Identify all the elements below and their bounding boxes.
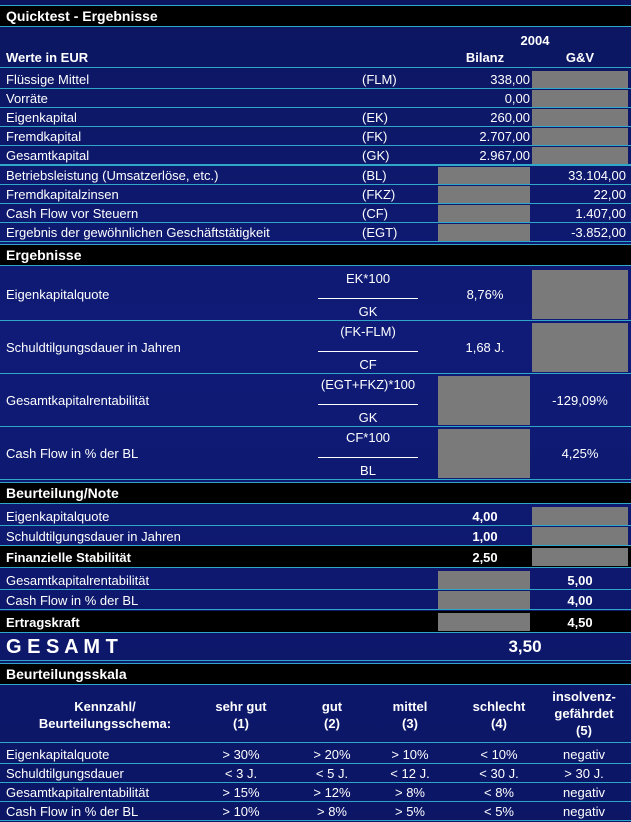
skala-row-value: < 3 J.: [224, 766, 258, 781]
werte-guv-value: 1.407,00: [575, 206, 626, 221]
gray-cell: [532, 147, 628, 164]
skala-row-value: negativ: [563, 785, 605, 800]
werte-label: Gesamtkapital: [6, 148, 90, 163]
werte-label: Vorräte: [6, 91, 48, 106]
ergebnis-bilanz-value: 8,76%: [466, 287, 504, 302]
werte-label: Ergebnis der gewöhnlichen Geschäftstätigkeit: [6, 225, 270, 240]
skala-row-value: negativ: [563, 747, 605, 762]
gesamt-row: [0, 635, 631, 661]
skala-col-grade: gefährdet: [554, 706, 614, 721]
gray-cell: [438, 186, 530, 203]
skala-row-value: > 20%: [313, 747, 351, 762]
gray-cell: [532, 270, 628, 319]
ergebnis-bilanz-value: 1,68 J.: [465, 340, 505, 355]
werte-abbr: (EK): [362, 110, 388, 125]
werte-bilanz-value: 0,00: [504, 91, 530, 106]
gray-cell: [532, 527, 628, 545]
title-bar: [0, 5, 631, 27]
gray-cell: [438, 167, 530, 184]
werte-guv-value: -3.852,00: [571, 225, 626, 240]
werte-abbr: (BL): [362, 168, 387, 183]
beurteilung-value: 4,00: [567, 593, 593, 608]
formula-numerator: (EGT+FKZ)*100: [320, 377, 416, 392]
skala-row-value: < 10%: [480, 747, 518, 762]
skala-col-grade-number: (5): [576, 723, 592, 738]
ergebnis-row: [0, 268, 631, 321]
formula-numerator: CF*100: [345, 430, 391, 445]
skala-row-value: > 8%: [317, 804, 347, 819]
col-bilanz-header: Bilanz: [465, 50, 505, 65]
fraction-line: [318, 298, 418, 299]
werte-row: [0, 108, 631, 127]
ergebnis-row: [0, 374, 631, 427]
formula-numerator: (FK-FLM): [340, 324, 396, 339]
skala-row-value: > 30 J.: [564, 766, 604, 781]
skala-row-label: Gesamtkapitalrentabilität: [6, 785, 150, 800]
formula-denominator: CF: [359, 357, 377, 372]
gesamt-value: 3,50: [508, 637, 542, 656]
beurteilung-row-std: [0, 526, 631, 546]
skala-col-label: gut: [321, 699, 343, 714]
werte-row: [0, 166, 631, 185]
skala-header-row: [0, 687, 631, 743]
gray-cell: [532, 548, 628, 566]
ertragskraft-value: 4,50: [567, 615, 593, 630]
skala-row-value: negativ: [563, 804, 605, 819]
formula-denominator: GK: [358, 304, 378, 319]
skala-col-label: mittel: [392, 699, 428, 714]
ertragskraft-row: [0, 611, 631, 633]
fraction-line: [318, 404, 418, 405]
werte-bilanz-value: 260,00: [490, 110, 530, 125]
skala-row: [0, 802, 631, 821]
skala-row-value: > 10%: [391, 747, 429, 762]
col-guv-header: G&V: [565, 50, 595, 65]
ertragskraft-label: Ertragskraft: [6, 615, 80, 630]
finanzielle-stabilitaet-value: 2,50: [472, 550, 498, 565]
skala-row: [0, 745, 631, 764]
gray-cell: [438, 429, 530, 478]
beurteilung-value: 5,00: [567, 573, 593, 588]
werte-abbr: (GK): [362, 148, 390, 163]
skala-row-value: > 15%: [222, 785, 260, 800]
beurteilung-value: 4,00: [472, 509, 498, 524]
werte-row: [0, 204, 631, 223]
werte-abbr: (FK): [362, 129, 388, 144]
ergebnisse-bar: [0, 244, 631, 266]
year-header: 2004: [520, 33, 550, 48]
werte-label: Cash Flow vor Steuern: [6, 206, 139, 221]
fraction-line: [318, 351, 418, 352]
werte-label: Fremdkapital: [6, 129, 82, 144]
werte-bilanz-value: 338,00: [490, 72, 530, 87]
werte-row: [0, 127, 631, 146]
werte-abbr: (EGT): [362, 225, 398, 240]
skala-head-label-2: Beurteilungsschema:: [38, 716, 172, 731]
formula-denominator: BL: [360, 463, 376, 478]
ergebnisse-title: Ergebnisse: [6, 247, 82, 263]
skala-title: Beurteilungsskala: [6, 666, 127, 682]
beurteilung-row-ekq: [0, 506, 631, 526]
werte-label: Fremdkapitalzinsen: [6, 187, 119, 202]
beurteilung-label: Gesamtkapitalrentabilität: [6, 573, 150, 588]
skala-row-value: < 5 J.: [315, 766, 349, 781]
formula-denominator: GK: [358, 410, 378, 425]
skala-col-grade: (2): [324, 716, 340, 731]
finanzielle-stabilitaet-row: [0, 546, 631, 568]
skala-col-label: schlecht: [472, 699, 526, 714]
skala-row-value: > 30%: [222, 747, 260, 762]
ergebnis-label: Gesamtkapitalrentabilität: [6, 393, 150, 408]
gray-cell: [532, 71, 628, 88]
skala-row: [0, 783, 631, 802]
skala-col-grade: (4): [491, 716, 507, 731]
skala-row-value: > 5%: [395, 804, 425, 819]
skala-row-label: Cash Flow in % der BL: [6, 804, 139, 819]
gray-cell: [532, 323, 628, 372]
gray-cell: [438, 571, 530, 589]
skala-row: [0, 764, 631, 783]
werte-label: Flüssige Mittel: [6, 72, 90, 87]
beurteilung-row-gkr: [0, 570, 631, 590]
beurteilung-label: Cash Flow in % der BL: [6, 593, 139, 608]
skala-row-label: Schuldtilgungsdauer: [6, 766, 124, 781]
page-title: Quicktest - Ergebnisse: [6, 8, 158, 24]
ergebnis-label: Schuldtilgungsdauer in Jahren: [6, 340, 181, 355]
ergebnis-row: [0, 427, 631, 480]
gray-cell: [532, 90, 628, 107]
werte-row: [0, 89, 631, 108]
ergebnis-row: [0, 321, 631, 374]
ergebnis-guv-value: 4,25%: [561, 446, 599, 461]
skala-bar: [0, 663, 631, 685]
werte-abbr: (FLM): [362, 72, 397, 87]
skala-row-label: Eigenkapitalquote: [6, 747, 110, 762]
ergebnis-label: Cash Flow in % der BL: [6, 446, 139, 461]
gray-cell: [532, 128, 628, 145]
skala-head-label-1: Kennzahl/: [74, 699, 136, 714]
gray-cell: [438, 376, 530, 425]
beurteilung-bar: [0, 482, 631, 504]
gray-cell: [438, 205, 530, 222]
skala-row-value: < 5%: [484, 804, 514, 819]
gray-cell: [532, 109, 628, 126]
skala-col-label: sehr gut: [215, 699, 267, 714]
beurteilung-label: Schuldtilgungsdauer in Jahren: [6, 529, 181, 544]
werte-bilanz-value: 2.707,00: [479, 129, 530, 144]
gray-cell: [438, 591, 530, 609]
beurteilung-row-cf: [0, 590, 631, 610]
werte-guv-value: 33.104,00: [568, 168, 626, 183]
skala-row-value: < 30 J.: [479, 766, 519, 781]
skala-col-grade: (1): [233, 716, 249, 731]
werte-bilanz-value: 2.967,00: [479, 148, 530, 163]
skala-row-value: > 8%: [395, 785, 425, 800]
werte-row: [0, 185, 631, 204]
section-divider: [0, 165, 631, 166]
skala-row-value: > 12%: [313, 785, 351, 800]
werte-row: [0, 146, 631, 165]
fraction-line: [318, 457, 418, 458]
werte-label: Eigenkapital: [6, 110, 77, 125]
gesamt-label: G E S A M T: [6, 636, 118, 658]
werte-abbr: (FKZ): [362, 187, 396, 202]
beurteilung-title: Beurteilung/Note: [6, 485, 119, 501]
werte-label: Werte in EUR: [6, 50, 89, 65]
ergebnis-guv-value: -129,09%: [552, 393, 608, 408]
beurteilung-label: Eigenkapitalquote: [6, 509, 110, 524]
gray-cell: [438, 613, 530, 631]
formula-numerator: EK*100: [345, 271, 391, 286]
werte-row: [0, 70, 631, 89]
skala-row-value: < 8%: [484, 785, 514, 800]
werte-label: Betriebsleistung (Umsatzerlöse, etc.): [6, 168, 219, 183]
gray-cell: [438, 224, 530, 241]
skala-col-grade: (3): [402, 716, 418, 731]
skala-row-value: > 10%: [222, 804, 260, 819]
beurteilung-value: 1,00: [472, 529, 498, 544]
werte-header-row: [0, 48, 631, 68]
ergebnis-label: Eigenkapitalquote: [6, 287, 110, 302]
werte-row: [0, 223, 631, 242]
finanzielle-stabilitaet-label: Finanzielle Stabilität: [6, 550, 131, 565]
werte-guv-value: 22,00: [593, 187, 626, 202]
gray-cell: [532, 507, 628, 525]
skala-row-value: < 12 J.: [390, 766, 430, 781]
skala-col-label: insolvenz-: [552, 689, 616, 704]
werte-abbr: (CF): [362, 206, 388, 221]
